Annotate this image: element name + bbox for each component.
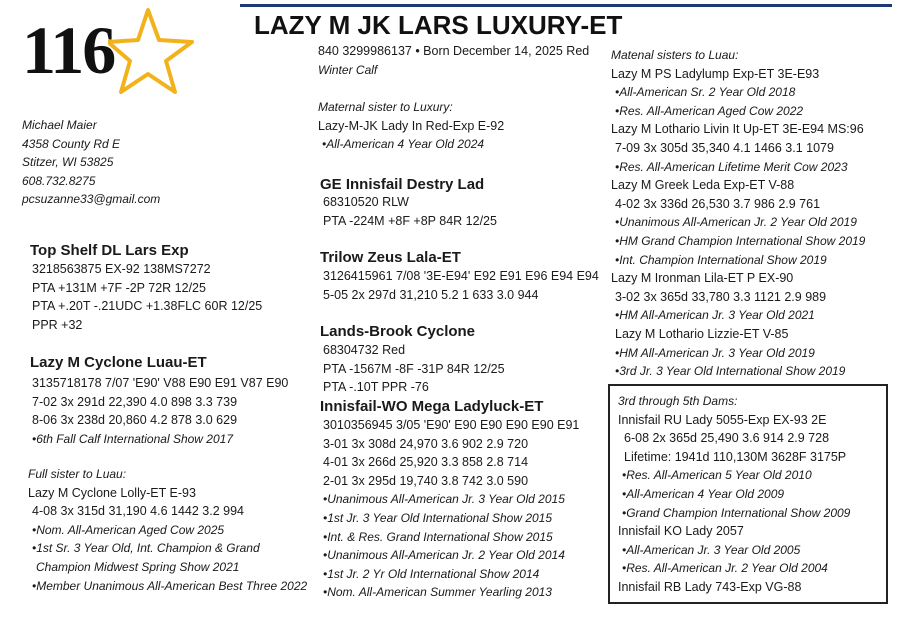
mggd-details: [323, 416, 579, 602]
mggd-line: •Nom. All-American Summer Yearling 2013: [323, 585, 552, 600]
mggs-line: PTA -.10T PPR -76: [323, 380, 429, 395]
sister-line: •Int. Champion International Show 2019: [615, 252, 827, 267]
dams-box-line: •All-American 4 Year Old 2009: [622, 486, 785, 501]
mggd-line: •1st Jr. 2 Yr Old International Show 2014: [323, 566, 540, 581]
page-title: LAZY M JK LARS LUXURY-ET: [254, 10, 623, 40]
mggd-line: 3010356945 3/05 'E90' E90 E90 E90 E90 E91: [323, 418, 580, 432]
mgs-line: PTA -224M +8F +8P 84R 12/25: [323, 213, 497, 228]
sister-line: •HM All-American Jr. 3 Year Old 2019: [615, 345, 815, 360]
dams-box: [608, 384, 888, 604]
dams-box-label: 3rd through 5th Dams:: [618, 394, 738, 408]
maternal-sister-line: Lazy-M-JK Lady In Red-Exp E-92: [318, 118, 505, 133]
contact-block: [22, 116, 160, 209]
contact-line: 608.732.8275: [22, 173, 96, 188]
dam-line: 7-02 3x 291d 22,390 4.0 898 3.3 739: [32, 394, 238, 409]
full-sister-line: •Nom. All-American Aged Cow 2025: [32, 522, 225, 537]
sire-line: PTA +131M +7F -2P 72R 12/25: [32, 280, 206, 295]
mggs-line: PTA -1567M -8F -31P 84R 12/25: [323, 361, 505, 376]
full-sister-label: Full sister to Luau:: [28, 467, 127, 481]
sister-line: Lazy M Lothario Lizzie-ET V-85: [615, 326, 789, 341]
mggs-name: Lands-Brook Cyclone: [320, 323, 476, 340]
mgd-line: 5-05 2x 297d 31,210 5.2 1 633 3.0 944: [323, 287, 539, 302]
sire-name: Top Shelf DL Lars Exp: [30, 242, 189, 259]
mggd-line: 3-01 3x 308d 24,970 3.6 902 2.9 720: [323, 436, 529, 451]
sister-line: 4-02 3x 336d 26,530 3.7 986 2.9 761: [615, 196, 821, 211]
dam-details: [32, 374, 288, 448]
maternal-sister-block: [318, 98, 504, 154]
sister-line: •Res. All-American Aged Cow 2022: [615, 103, 804, 118]
mggs-details: [323, 341, 505, 397]
sister-line: 7-09 3x 305d 35,340 4.1 1466 3.1 1079: [615, 140, 834, 155]
mggd-line: •Unanimous All-American Jr. 2 Year Old 2014: [323, 548, 565, 563]
full-sister-line: •1st Sr. 3 Year Old, Int. Champion & Grand: [32, 541, 260, 556]
mggd-name: Innisfail-WO Mega Ladyluck-ET: [320, 398, 544, 415]
dams-box-line: •Grand Champion International Show 2009: [622, 505, 851, 520]
sister-line: •All-American Sr. 2 Year Old 2018: [615, 85, 796, 100]
sister-line: 3-02 3x 365d 33,780 3.3 1121 2.9 989: [615, 289, 827, 304]
maternal-sister-line: •All-American 4 Year Old 2024: [322, 137, 485, 152]
maternal-sisters-label: Matenal sisters to Luau:: [611, 48, 739, 62]
mgd-details: [323, 267, 599, 304]
calf-info: [318, 42, 589, 79]
contact-line: 4358 County Rd E: [22, 136, 121, 151]
dams-box-line: 6-08 2x 365d 25,490 3.6 914 2.9 728: [624, 431, 830, 446]
dams-box-line: •All-American Jr. 3 Year Old 2005: [622, 542, 801, 557]
sire-line: 3218563875 EX-92 138MS7272: [32, 262, 211, 276]
calf-class: Winter Calf: [318, 62, 378, 77]
sister-line: Lazy M PS Ladylump Exp-ET 3E-E93: [611, 66, 820, 81]
sister-line: •Unanimous All-American Jr. 2 Year Old 2019: [615, 215, 857, 230]
sister-line: •Res. All-American Lifetime Merit Cow 2023: [615, 159, 848, 174]
mgd-line: 3126415961 7/08 '3E-E94' E92 E91 E96 E94 E94: [323, 269, 599, 283]
sister-line: •HM All-American Jr. 3 Year Old 2021: [615, 308, 815, 323]
sister-line: Lazy M Lothario Livin It Up-ET 3E-E94 MS:96: [611, 122, 864, 137]
dams-box-line: Innisfail RB Lady 743-Exp VG-88: [618, 579, 802, 594]
lot-number: 116: [22, 12, 115, 88]
dam-line: 8-06 3x 238d 20,860 4.2 878 3.0 629: [32, 413, 238, 428]
mggd-line: 2-01 3x 295d 19,740 3.8 742 3.0 590: [323, 473, 529, 488]
mggs-line: 68304732 Red: [323, 343, 406, 357]
mgs-line: 68310520 RLW: [323, 195, 409, 209]
mggd-line: 4-01 3x 266d 25,920 3.3 858 2.8 714: [323, 455, 529, 470]
sire-line: PPR +32: [32, 317, 83, 332]
dams-box-line: •Res. All-American 5 Year Old 2010: [622, 468, 812, 483]
full-sister-line: Champion Midwest Spring Show 2021: [36, 559, 240, 574]
top-rule: [240, 4, 892, 7]
contact-email: pcsuzanne33@gmail.com: [22, 192, 161, 207]
mgd-name: Trilow Zeus Lala-ET: [320, 249, 461, 266]
calf-registration: 840 3299986137 • Born December 14, 2025 Red: [318, 44, 590, 58]
contact-line: Stitzer, WI 53825: [22, 155, 114, 170]
dams-box-content: [618, 392, 850, 597]
dam-name: Lazy M Cyclone Luau-ET: [30, 354, 207, 371]
dams-box-line: Innisfail RU Lady 5055-Exp EX-93 2E: [618, 412, 827, 427]
maternal-sister-label: Maternal sister to Luxury:: [318, 100, 453, 114]
full-sister-block: [28, 465, 307, 595]
mggd-line: •1st Jr. 3 Year Old International Show 2015: [323, 510, 553, 525]
mggd-line: •Unanimous All-American Jr. 3 Year Old 2015: [323, 492, 565, 507]
mgs-name: GE Innisfail Destry Lad: [320, 176, 485, 193]
sire-line: PTA +.20T -.21UDC +1.38FLC 60R 12/25: [32, 299, 263, 314]
dams-box-line: •Res. All-American Jr. 2 Year Old 2004: [622, 561, 828, 576]
mgs-details: [323, 193, 497, 230]
full-sister-line: Lazy M Cyclone Lolly-ET E-93: [28, 485, 196, 500]
sire-details: [32, 260, 262, 334]
sister-line: •3rd Jr. 3 Year Old International Show 2019: [615, 364, 846, 379]
dam-line: 3135718178 7/07 'E90' V88 E90 E91 V87 E90: [32, 376, 289, 390]
mggd-line: •Int. & Res. Grand International Show 2015: [323, 529, 553, 544]
dam-line: •6th Fall Calf International Show 2017: [32, 431, 233, 446]
sister-line: Lazy M Ironman Lila-ET P EX-90: [611, 271, 794, 286]
full-sister-line: •Member Unanimous All-American Best Three 2022: [32, 578, 308, 593]
full-sister-line: 4-08 3x 315d 31,190 4.6 1442 3.2 994: [32, 504, 244, 519]
dams-box-line: Lifetime: 1941d 110,130M 3628F 3175P: [624, 449, 847, 464]
contact-line: Michael Maier: [22, 118, 97, 132]
dams-box-line: Innisfail KO Lady 2057: [618, 524, 744, 539]
star-icon: [108, 4, 200, 96]
sister-line: •HM Grand Champion International Show 2019: [615, 233, 866, 248]
maternal-sisters-luau: [611, 46, 865, 381]
sister-line: Lazy M Greek Leda Exp-ET V-88: [611, 178, 795, 193]
